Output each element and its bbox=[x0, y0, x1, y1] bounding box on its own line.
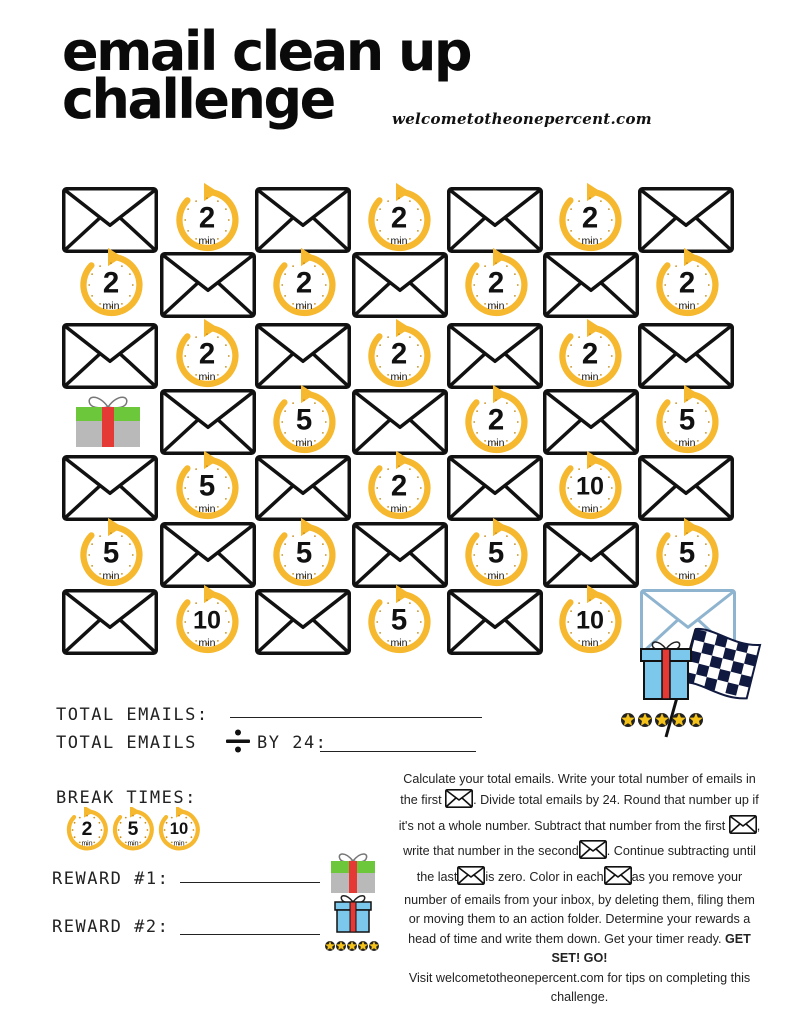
svg-text:5: 5 bbox=[198, 469, 216, 503]
envelope-icon[interactable] bbox=[160, 252, 260, 318]
svg-text:min: min bbox=[198, 502, 216, 515]
svg-text:min: min bbox=[390, 234, 408, 247]
svg-text:min: min bbox=[198, 636, 216, 649]
envelope-icon bbox=[445, 789, 473, 814]
envelope-icon[interactable] bbox=[638, 455, 738, 521]
envelope-icon[interactable] bbox=[352, 252, 452, 318]
divided-label-start: TOTAL EMAILS bbox=[56, 733, 197, 753]
envelope-icon[interactable] bbox=[543, 252, 643, 318]
svg-text:min: min bbox=[581, 370, 599, 383]
svg-text:2: 2 bbox=[81, 818, 93, 840]
svg-text:min: min bbox=[487, 299, 505, 312]
svg-text:min: min bbox=[581, 502, 599, 515]
svg-text:5: 5 bbox=[678, 403, 696, 437]
timer-5-min-icon[interactable] bbox=[638, 389, 738, 455]
timer-2-min-icon[interactable] bbox=[255, 252, 355, 318]
envelope-icon[interactable] bbox=[62, 455, 162, 521]
reward-2-gift-icon bbox=[333, 893, 373, 935]
svg-text:2: 2 bbox=[487, 403, 505, 437]
envelope-icon[interactable] bbox=[447, 187, 547, 253]
svg-text:10: 10 bbox=[575, 606, 605, 635]
envelope-icon bbox=[604, 866, 632, 891]
svg-text:2: 2 bbox=[390, 337, 408, 371]
instructions-text-5: is zero. Color in each bbox=[485, 869, 604, 884]
svg-text:2: 2 bbox=[295, 266, 313, 300]
reward-1-label: REWARD #1: bbox=[52, 869, 170, 889]
svg-text:min: min bbox=[127, 840, 139, 848]
svg-text:2: 2 bbox=[581, 201, 599, 235]
envelope-icon[interactable] bbox=[447, 455, 547, 521]
total-emails-write-line[interactable] bbox=[230, 717, 482, 718]
envelope-icon[interactable] bbox=[255, 323, 355, 389]
timer-2-min-icon[interactable] bbox=[352, 323, 452, 389]
svg-text:10: 10 bbox=[575, 472, 605, 501]
envelope-icon bbox=[457, 866, 485, 891]
svg-text:min: min bbox=[581, 234, 599, 247]
svg-text:10: 10 bbox=[169, 819, 189, 839]
envelope-icon bbox=[579, 840, 607, 865]
svg-text:5: 5 bbox=[102, 536, 120, 570]
timer-2-min-icon[interactable] bbox=[543, 187, 643, 253]
envelope-icon[interactable] bbox=[255, 455, 355, 521]
timer-2-min-icon[interactable] bbox=[447, 252, 547, 318]
instructions-text-6: as you remove your number of emails from your inbox, by deleting them, filing them or moving them to an action folder. Determine your rewards a head of time and write them down. Get your timer ready. bbox=[404, 869, 755, 946]
svg-text:min: min bbox=[198, 234, 216, 247]
svg-text:min: min bbox=[390, 502, 408, 515]
svg-text:min: min bbox=[81, 840, 93, 848]
svg-text:2: 2 bbox=[390, 469, 408, 503]
envelope-icon[interactable] bbox=[62, 323, 162, 389]
svg-text:min: min bbox=[173, 840, 185, 848]
reward-2-stars bbox=[325, 936, 379, 955]
svg-text:2: 2 bbox=[198, 337, 216, 371]
svg-text:min: min bbox=[678, 436, 696, 449]
svg-text:5: 5 bbox=[295, 403, 313, 437]
timer-2-min-icon[interactable] bbox=[160, 323, 260, 389]
title-line-1: email clean up bbox=[62, 20, 471, 83]
timer-2-min-icon[interactable] bbox=[352, 187, 452, 253]
envelope-icon[interactable] bbox=[352, 389, 452, 455]
reward-2-write-line[interactable] bbox=[180, 934, 320, 935]
instructions-visit-text: Visit welcometotheonepercent.com for tips on completing this challenge. bbox=[408, 970, 751, 1005]
envelope-icon[interactable] bbox=[638, 323, 738, 389]
timer-10-min-icon[interactable] bbox=[160, 589, 260, 655]
break-timer-10-icon bbox=[156, 807, 202, 857]
envelope-icon[interactable] bbox=[160, 389, 260, 455]
svg-text:5: 5 bbox=[678, 536, 696, 570]
svg-text:2: 2 bbox=[581, 337, 599, 371]
timer-2-min-icon[interactable] bbox=[638, 252, 738, 318]
timer-2-min-icon[interactable] bbox=[543, 323, 643, 389]
svg-text:5: 5 bbox=[127, 818, 139, 840]
gift-icon bbox=[62, 389, 162, 455]
envelope-icon[interactable] bbox=[255, 589, 355, 655]
timer-5-min-icon[interactable] bbox=[352, 589, 452, 655]
break-timer-5-icon bbox=[110, 807, 156, 857]
timer-5-min-icon[interactable] bbox=[447, 522, 547, 588]
svg-text:min: min bbox=[487, 436, 505, 449]
svg-text:2: 2 bbox=[198, 201, 216, 235]
svg-text:min: min bbox=[198, 370, 216, 383]
svg-text:min: min bbox=[102, 569, 120, 582]
envelope-icon[interactable] bbox=[352, 522, 452, 588]
svg-text:2: 2 bbox=[678, 266, 696, 300]
svg-text:2: 2 bbox=[102, 266, 120, 300]
svg-text:min: min bbox=[678, 299, 696, 312]
envelope-icon[interactable] bbox=[160, 522, 260, 588]
envelope-icon[interactable] bbox=[543, 522, 643, 588]
svg-text:min: min bbox=[581, 636, 599, 649]
divided-emails-write-line[interactable] bbox=[320, 751, 476, 752]
svg-text:min: min bbox=[295, 569, 313, 582]
envelope-icon[interactable] bbox=[255, 187, 355, 253]
finish-envelope-icon[interactable] bbox=[638, 589, 738, 655]
envelope-icon[interactable] bbox=[638, 187, 738, 253]
timer-5-min-icon[interactable] bbox=[638, 522, 738, 588]
svg-text:5: 5 bbox=[487, 536, 505, 570]
svg-text:5: 5 bbox=[295, 536, 313, 570]
envelope-icon bbox=[729, 815, 757, 840]
divide-icon bbox=[224, 728, 252, 754]
envelope-icon[interactable] bbox=[447, 589, 547, 655]
svg-text:2: 2 bbox=[390, 201, 408, 235]
reward-1-write-line[interactable] bbox=[180, 882, 320, 883]
timer-5-min-icon[interactable] bbox=[62, 522, 162, 588]
timer-5-min-icon[interactable] bbox=[255, 389, 355, 455]
timer-2-min-icon[interactable] bbox=[447, 389, 547, 455]
svg-text:10: 10 bbox=[192, 606, 222, 635]
timer-5-min-icon[interactable] bbox=[255, 522, 355, 588]
instructions-text-2: . Divide total emails by 24. Round that number up if it's not a whole number. Subtract that number from the first bbox=[398, 793, 759, 833]
timer-2-min-icon[interactable] bbox=[62, 252, 162, 318]
svg-text:min: min bbox=[102, 299, 120, 312]
get-set-go: GET SET! GO! bbox=[551, 931, 751, 966]
svg-text:min: min bbox=[390, 370, 408, 383]
divided-label-end: BY 24: bbox=[257, 733, 328, 753]
timer-2-min-icon[interactable] bbox=[352, 455, 452, 521]
svg-text:2: 2 bbox=[487, 266, 505, 300]
total-emails-label: TOTAL EMAILS: bbox=[56, 705, 209, 725]
envelope-icon[interactable] bbox=[543, 389, 643, 455]
timer-2-min-icon[interactable] bbox=[160, 187, 260, 253]
svg-text:min: min bbox=[678, 569, 696, 582]
instructions-text-1: Calculate your total emails. Write your total number of emails in the first bbox=[400, 772, 756, 808]
envelope-icon[interactable] bbox=[447, 323, 547, 389]
instructions-paragraph bbox=[397, 770, 762, 1007]
break-times-label: BREAK TIMES: bbox=[56, 788, 197, 808]
instructions-text-3: , write that number in the second bbox=[403, 818, 761, 859]
website-label: welcometotheonepercent.com bbox=[392, 110, 652, 128]
svg-text:min: min bbox=[487, 569, 505, 582]
instructions-text-4: . Continue subtracting until the last bbox=[416, 844, 756, 884]
envelope-icon[interactable] bbox=[62, 187, 162, 253]
svg-text:min: min bbox=[295, 299, 313, 312]
svg-text:5: 5 bbox=[390, 603, 408, 637]
svg-text:min: min bbox=[295, 436, 313, 449]
timer-10-min-icon[interactable] bbox=[543, 455, 643, 521]
timer-10-min-icon[interactable] bbox=[543, 589, 643, 655]
envelope-icon[interactable] bbox=[62, 589, 162, 655]
break-timer-2-icon bbox=[64, 807, 110, 857]
reward-1-gift-icon bbox=[330, 850, 376, 896]
svg-text:min: min bbox=[390, 636, 408, 649]
reward-2-label: REWARD #2: bbox=[52, 917, 170, 937]
timer-5-min-icon[interactable] bbox=[160, 455, 260, 521]
title-line-2: challenge bbox=[62, 68, 334, 131]
